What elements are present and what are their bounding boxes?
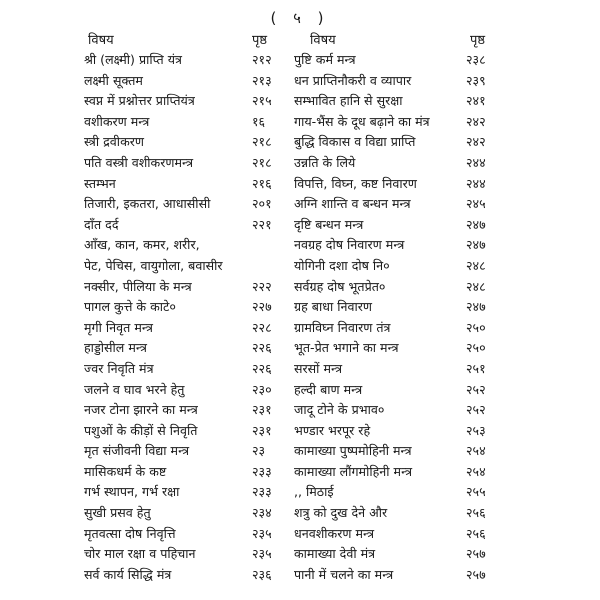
right-title: शत्रु को दुख देने और (294, 505, 388, 521)
right-page: २५३ (466, 422, 486, 438)
left-title: स्त्री द्रवीकरण (84, 134, 144, 150)
right-page: २५० (466, 319, 486, 335)
left-title: मृगी निवृत मन्त्र (84, 319, 153, 335)
left-title: मृतवत्सा दोष निवृत्ति (84, 525, 176, 541)
table-row (0, 50, 600, 71)
right-page: २५५ (466, 484, 486, 500)
left-page: २२८ (252, 319, 272, 335)
table-row (0, 503, 600, 524)
left-page: २१३ (252, 72, 272, 88)
left-page: २१५ (252, 93, 272, 109)
right-page: २४२ (466, 134, 486, 150)
left-title: आँख, कान, कमर, शरीर, (84, 237, 200, 253)
right-page: २४१ (466, 93, 486, 109)
table-row (0, 194, 600, 215)
left-page: २३६ (252, 566, 272, 582)
left-page: २३१ (252, 402, 272, 418)
table-row (0, 318, 600, 339)
left-title: पागल कुत्ते के काटे० (84, 299, 176, 315)
right-title: कामाख्या पुष्पमोहिनी मन्त्र (294, 443, 412, 459)
left-page: २३० (252, 381, 272, 397)
left-title: मासिकधर्म के कष्ट (84, 463, 167, 479)
table-row (0, 421, 600, 442)
left-page: २३१ (252, 422, 272, 438)
table-row (0, 256, 600, 277)
right-page: २३८ (466, 52, 486, 67)
left-page: २०१ (252, 196, 272, 212)
table-row (0, 400, 600, 421)
left-page: २२२ (252, 278, 272, 294)
left-title: सर्व कार्य सिद्धि मंत्र (84, 566, 172, 582)
right-title: ,, मिठाई (294, 484, 334, 500)
right-title: विपत्ति, विघ्न, कष्ट निवारण (294, 175, 417, 191)
header-page-left: पृष्ठ (252, 33, 268, 48)
right-title: नवग्रह दोष निवारण मन्त्र (294, 237, 405, 253)
table-row (0, 153, 600, 174)
table-row (0, 565, 600, 586)
right-title: ग्रह बाधा निवारण (294, 299, 373, 315)
left-title: श्री (लक्ष्मी) प्राप्ति यंत्र (84, 52, 182, 67)
page-number: ( ५ ) (270, 9, 330, 27)
right-page: २४८ (466, 278, 486, 294)
table-row (0, 91, 600, 112)
left-page: २१२ (252, 52, 272, 67)
left-title: चोर माल रक्षा व पहिचान (84, 546, 196, 562)
right-title: कामाख्या लौंगमोहिनी मन्त्र (294, 463, 413, 479)
header-subject-left: विषय (88, 33, 114, 48)
right-title: योगिनी दशा दोष नि० (294, 257, 390, 273)
table-row (0, 297, 600, 318)
left-title: नक्सीर, पीलिया के मन्त्र (84, 278, 192, 294)
left-page: २३५ (252, 525, 272, 541)
right-title: धनवशीकरण मन्त्र (294, 525, 375, 541)
right-page: २४४ (466, 175, 486, 191)
right-page: २५४ (466, 463, 486, 479)
right-title: भण्डार भरपूर रहे (294, 422, 371, 438)
table-row (0, 380, 600, 401)
right-title: सरसों मन्त्र (294, 360, 343, 376)
left-title: स्तम्भन (84, 175, 116, 191)
table-row (0, 524, 600, 545)
right-page: २४४ (466, 154, 486, 170)
right-title: ग्रामविघ्न निवारण तंत्र (294, 319, 391, 335)
table-row (0, 174, 600, 195)
right-page: २५० (466, 340, 486, 356)
left-title: पेट, पेचिस, वायुगोला, बवासीर (84, 257, 223, 273)
table-row (0, 112, 600, 133)
left-page: २२७ (252, 299, 272, 315)
left-title: सुखी प्रसव हेतु (84, 505, 151, 521)
left-title: लक्ष्मी सूक्तम (84, 72, 143, 88)
table-row (0, 71, 600, 92)
left-title: मृत संजीवनी विद्या मन्त्र (84, 443, 190, 459)
right-page: २४७ (466, 299, 486, 315)
left-page: २३३ (252, 463, 272, 479)
right-page: २५२ (466, 381, 486, 397)
table-row (0, 132, 600, 153)
table-row (0, 235, 600, 256)
left-page: २१८ (252, 134, 272, 150)
table-row (0, 462, 600, 483)
right-page: २४८ (466, 257, 486, 273)
right-title: जादू टोने के प्रभाव० (294, 402, 385, 418)
right-page: २५४ (466, 443, 486, 459)
right-page: २५२ (466, 402, 486, 418)
left-title: तिजारी, इकतरा, आधासीसी (84, 196, 211, 212)
left-page: २१८ (252, 154, 272, 170)
right-page: २५७ (466, 546, 486, 562)
left-title: नजर टोना झारने का मन्त्र (84, 402, 198, 418)
right-title: कामाख्या देवी मंत्र (294, 546, 376, 562)
table-row (0, 441, 600, 462)
left-title: जलने व घाव भरने हेतु (84, 381, 185, 397)
table-row (0, 338, 600, 359)
left-title: पशुओं के कीड़ों से निवृति (84, 422, 198, 438)
left-title: स्वप्न में प्रश्नोत्तर प्राप्तियंत्र (84, 93, 195, 109)
left-page: १६ (252, 113, 266, 129)
left-title: हाड्डोसील मन्त्र (84, 340, 147, 356)
header-subject-right: विषय (310, 33, 336, 48)
right-title: उन्नति के लिये (294, 154, 356, 170)
right-title: सर्वग्रह दोष भूतप्रेत० (294, 278, 386, 294)
right-page: २५१ (466, 360, 486, 376)
table-row (0, 544, 600, 565)
right-page: २५६ (466, 525, 486, 541)
right-title: बुद्धि विकास व विद्या प्राप्ति (294, 134, 416, 150)
header-page-right: पृष्ठ (470, 33, 486, 48)
right-title: पुष्टि कर्म मन्त्र (294, 52, 356, 67)
left-page: २३ (252, 443, 266, 459)
table-row (0, 359, 600, 380)
left-title: दाँत दर्द (84, 216, 119, 232)
left-page: २२१ (252, 216, 272, 232)
left-page: २१६ (252, 175, 272, 191)
right-page: २३९ (466, 72, 486, 88)
right-title: धन प्राप्तिनौकरी व व्यापार (294, 72, 412, 88)
left-title: वशीकरण मन्त्र (84, 113, 150, 129)
right-title: गाय-भैंस के दूध बढ़ाने का मंत्र (294, 113, 430, 129)
table-row (0, 482, 600, 503)
right-page: २५७ (466, 566, 486, 582)
right-title: भूत-प्रेत भगाने का मन्त्र (294, 340, 399, 356)
table-header (0, 30, 600, 48)
right-page: २४७ (466, 216, 486, 232)
right-page: २४२ (466, 113, 486, 129)
index-table (0, 50, 600, 585)
table-row (0, 277, 600, 298)
left-page: २३४ (252, 505, 272, 521)
left-page: २२६ (252, 360, 272, 376)
right-page: २४५ (466, 196, 486, 212)
right-title: पानी में चलने का मन्त्र (294, 566, 394, 582)
left-title: पति वस्त्री वशीकरणमन्त्र (84, 154, 194, 170)
left-page: २२६ (252, 340, 272, 356)
right-page: २४७ (466, 237, 486, 253)
table-row (0, 215, 600, 236)
right-title: अग्नि शान्ति व बन्धन मन्त्र (294, 196, 411, 212)
right-title: हल्दी बाण मन्त्र (294, 381, 363, 397)
left-title: ज्वर निवृति मंत्र (84, 360, 154, 376)
right-title: दृष्टि बन्धन मन्त्र (294, 216, 364, 232)
right-page: २५६ (466, 505, 486, 521)
left-page: २३५ (252, 546, 272, 562)
left-title: गर्भ स्थापन, गर्भ रक्षा (84, 484, 180, 500)
left-page: २३३ (252, 484, 272, 500)
right-title: सम्भावित हानि से सुरक्षा (294, 93, 403, 109)
